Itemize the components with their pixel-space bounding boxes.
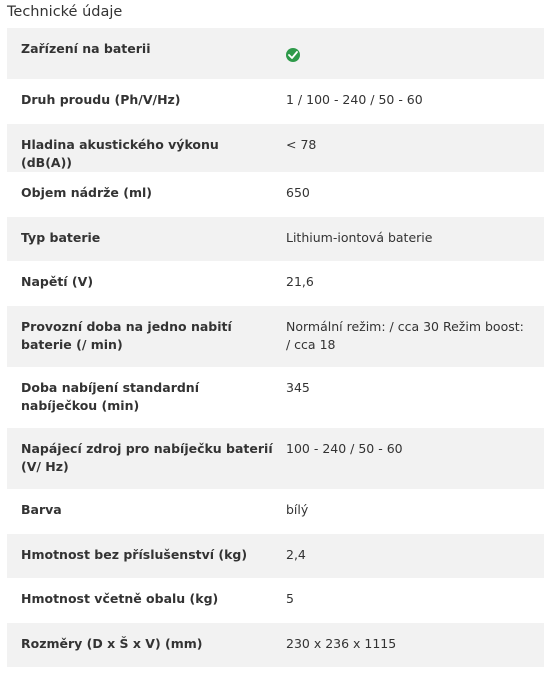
spec-label: Objem nádrže (ml) bbox=[7, 172, 286, 217]
table-row bbox=[7, 28, 544, 79]
spec-label: Hladina akustického výkonu (dB(A)) bbox=[7, 124, 286, 172]
table-row bbox=[7, 428, 544, 489]
spec-label: Doba nabíjení standardní nabíječkou (min) bbox=[7, 367, 286, 428]
table-row bbox=[7, 534, 544, 578]
spec-value: 2,4 bbox=[286, 534, 544, 578]
table-row bbox=[7, 578, 544, 623]
spec-label: Hmotnost bez příslušenství (kg) bbox=[7, 534, 286, 578]
table-row bbox=[7, 367, 544, 428]
spec-value: 21,6 bbox=[286, 261, 544, 306]
spec-value: bílý bbox=[286, 489, 544, 534]
table-row bbox=[7, 261, 544, 306]
spec-value: < 78 bbox=[286, 124, 544, 172]
spec-value: 1 / 100 - 240 / 50 - 60 bbox=[286, 79, 544, 124]
spec-value: 5 bbox=[286, 578, 544, 623]
spec-value bbox=[286, 28, 544, 79]
table-row bbox=[7, 489, 544, 534]
spec-label: Napětí (V) bbox=[7, 261, 286, 306]
table-row bbox=[7, 79, 544, 124]
spec-label: Napájecí zdroj pro nabíječku baterií (V/ Hz) bbox=[7, 428, 286, 489]
table-row bbox=[7, 124, 544, 172]
table-row bbox=[7, 217, 544, 261]
table-row bbox=[7, 306, 544, 367]
spec-value: 100 - 240 / 50 - 60 bbox=[286, 428, 544, 489]
spec-label: Zařízení na baterii bbox=[7, 28, 286, 79]
specs-table bbox=[7, 28, 544, 667]
spec-value: 230 x 236 x 1115 bbox=[286, 623, 544, 667]
spec-label: Rozměry (D x Š x V) (mm) bbox=[7, 623, 286, 667]
spec-label: Druh proudu (Ph/V/Hz) bbox=[7, 79, 286, 124]
table-row bbox=[7, 623, 544, 667]
spec-value: 650 bbox=[286, 172, 544, 217]
spec-value: Lithium-iontová baterie bbox=[286, 217, 544, 261]
spec-value: 345 bbox=[286, 367, 544, 428]
check-circle-icon bbox=[286, 48, 300, 62]
spec-label: Provozní doba na jedno nabití baterie (/ min) bbox=[7, 306, 286, 367]
spec-label: Hmotnost včetně obalu (kg) bbox=[7, 578, 286, 623]
table-row bbox=[7, 172, 544, 217]
section-title: Technické údaje bbox=[7, 4, 123, 20]
spec-label: Typ baterie bbox=[7, 217, 286, 261]
spec-value: Normální režim: / cca 30 Režim boost: / cca 18 bbox=[286, 306, 544, 367]
spec-label: Barva bbox=[7, 489, 286, 534]
